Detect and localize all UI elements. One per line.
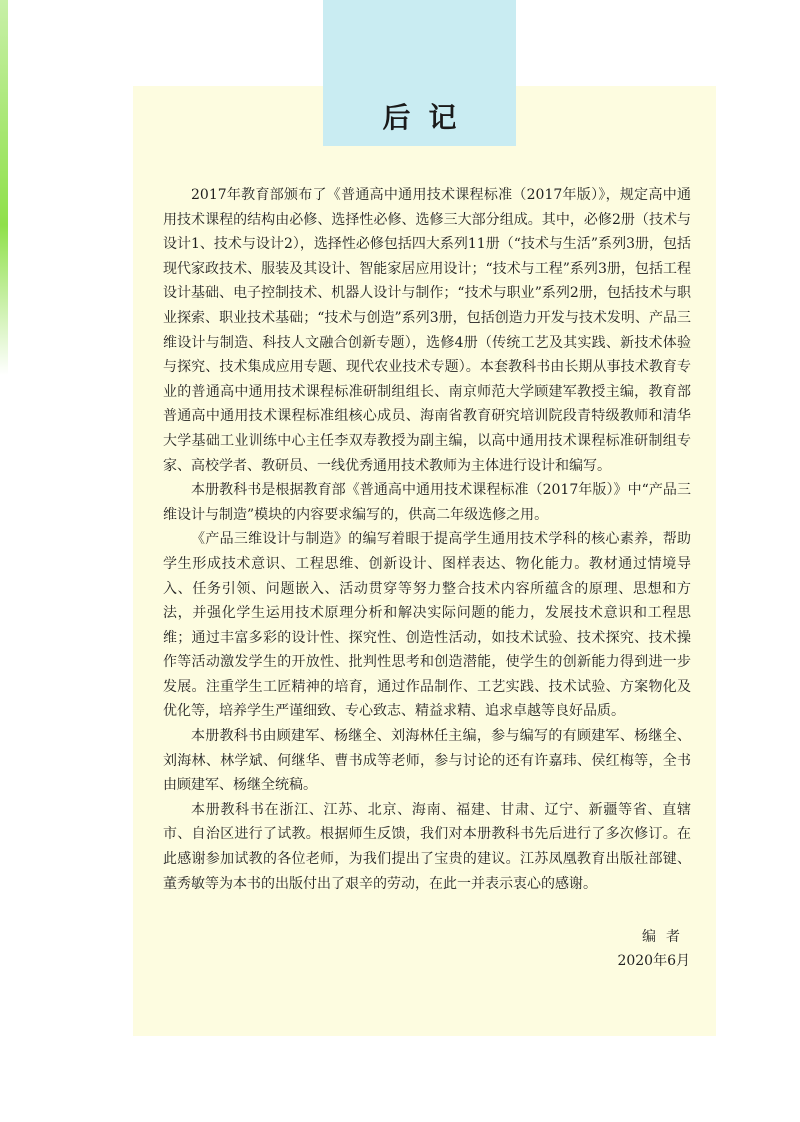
afterword-body xyxy=(163,183,691,896)
paragraph: 本册教科书是根据教育部《普通高中通用技术课程标准（2017年版）》中“产品三维设计与制造”模块的内容要求编写的，供高二年级选修之用。 xyxy=(163,482,691,523)
paragraph: 本册教科书由顾建军、杨继全、刘海林任主编，参与编写的有顾建军、杨继全、刘海林、林学斌、何继华、曹书成等老师，参与讨论的还有许嘉玮、侯红梅等，全书由顾建军、杨继全统稿。 xyxy=(163,728,691,794)
paragraph: 本册教科书在浙江、江苏、北京、海南、福建、甘肃、辽宁、新疆等省、直辖市、自治区进行了试教。根据师生反馈，我们对本册教科书先后进行了多次修订。在此感谢参加试教的各位老师，为我们提出了宝贵的建议。江苏凤凰教育出版社部键、董秀敏等为本书的出版付出了艰辛的劳动，在此一并表示衷心的感谢。 xyxy=(163,801,691,892)
page-title: 后记 xyxy=(382,101,475,134)
signature-date: 2020年6月 xyxy=(617,953,690,969)
paragraph: 2017年教育部颁布了《普通高中通用技术课程标准（2017年版）》，规定高中通用技术课程的结构由必修、选择性必修、选修三大部分组成。其中，必修2册（技术与设计1、技术与设计2），选择性必修包括四大系列11册（“技术与生活”系列3册，包括现代家政技术、服装及其设计、智能家居应用设计；“技术与工程”系列3册，包括工程设计基础、电子控制技术、机器人设计与制作；“技术与职业”系列2册，包括技术与职业探索、职业技术基础；“技术与创造”系列3册，包括创造力开发与技术发明、产品三维设计与制造、科技人文融合创新专题），选修4册（传统工艺及其实践、新技术体验与探究、技术集成应用专题、现代农业技术专题）。本套教科书由长期从事技术教育专业的普通高中通用技术课程标准研制组组长、南京师范大学顾建军教授主编，教育部普通高中通用技术课程标准组核心成员、海南省教育研究培训院段青特级教师和清华大学基础工业训练中心主任李双寿教授为副主编，以高中通用技术课程标准研制组专家、高校学者、教研员、一线优秀通用技术教师为主体进行设计和编写。 xyxy=(163,187,691,474)
signature-author: 编者 xyxy=(642,929,690,945)
decorative-side-strip xyxy=(0,0,8,375)
paragraph: 《产品三维设计与制造》的编写着眼于提高学生通用技术学科的核心素养，帮助学生形成技术意识、工程思维、创新设计、图样表达、物化能力。教材通过情境导入、任务引领、问题嵌入、活动贯穿等努力整合技术内容所蕴含的原理、思想和方法，并强化学生运用技术原理分析和解决实际问题的能力，发展技术意识和工程思维；通过丰富多彩的设计性、探究性、创造性活动，如技术试验、技术探究、技术操作等活动激发学生的开放性、批判性思考和创造潜能，使学生的创新能力得到进一步发展。注重学生工匠精神的培育，通过作品制作、工艺实践、技术试验、方案物化及优化等，培养学生严谨细致、专心致志、精益求精、追求卓越等良好品质。 xyxy=(163,531,691,720)
